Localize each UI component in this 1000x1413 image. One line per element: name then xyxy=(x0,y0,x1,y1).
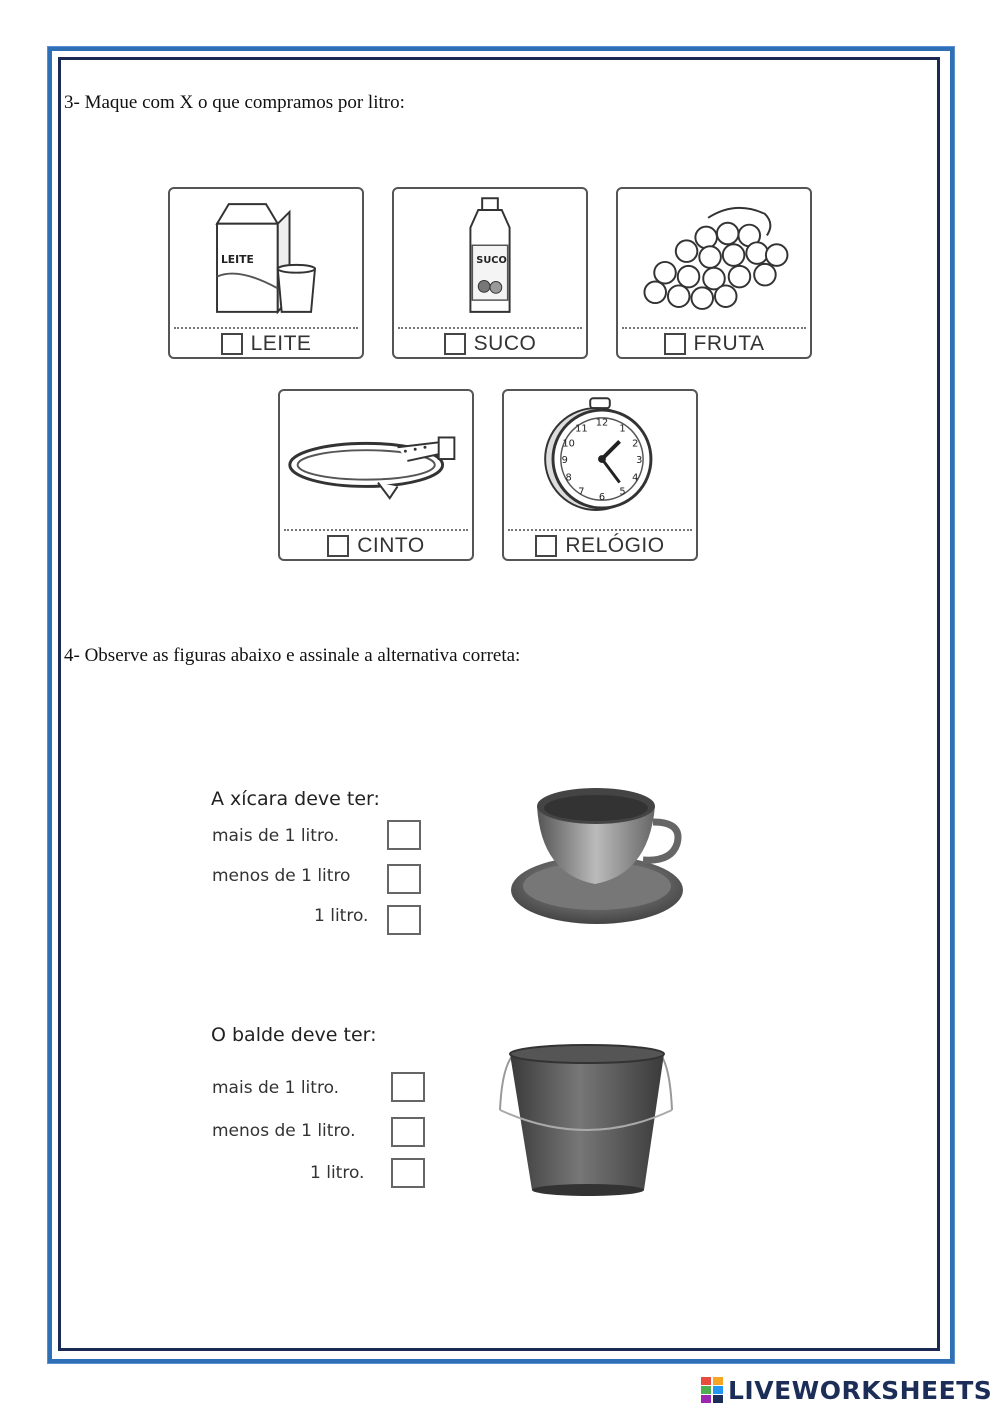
card-relogio xyxy=(502,389,698,561)
milk-carton-icon xyxy=(170,189,362,327)
question-3-text: 3- Maque com X o que compramos por litro: xyxy=(64,92,405,113)
juice-bottle-icon xyxy=(394,189,586,327)
card-divider xyxy=(508,529,692,531)
svg-text:5: 5 xyxy=(619,486,626,498)
cup-option-more-label: mais de 1 litro. xyxy=(212,826,340,846)
card-divider xyxy=(174,327,358,329)
svg-text:LEITE: LEITE xyxy=(220,252,254,266)
question-4-text: 4- Observe as figuras abaixo e assinale a alternativa correta: xyxy=(64,645,521,666)
bucket-option-one-label: 1 litro. xyxy=(310,1163,365,1183)
bucket-option-less-label: menos de 1 litro. xyxy=(212,1121,356,1141)
card-divider xyxy=(284,529,468,531)
svg-text:12: 12 xyxy=(595,417,609,429)
card-divider xyxy=(622,327,806,329)
card-label-fruta: FRUTA xyxy=(693,332,765,355)
brand-logo xyxy=(700,1374,992,1406)
grapes-icon xyxy=(618,189,810,327)
bucket-option-more-label: mais de 1 litro. xyxy=(212,1078,340,1098)
bucket-option-more-box[interactable] xyxy=(391,1072,425,1102)
checkbox-cinto[interactable] xyxy=(327,535,349,557)
card-label-cinto: CINTO xyxy=(357,534,425,557)
checkbox-fruta[interactable] xyxy=(664,333,686,355)
cup-option-less-box[interactable] xyxy=(387,864,421,894)
brand-text: LIVEWORKSHEETS xyxy=(728,1375,993,1405)
card-cinto xyxy=(278,389,474,561)
card-suco xyxy=(392,187,588,359)
bucket-option-one-box[interactable] xyxy=(391,1158,425,1188)
svg-text:10: 10 xyxy=(562,438,575,450)
bucket-panel-title: O balde deve ter: xyxy=(211,1024,377,1046)
cup-panel-title: A xícara deve ter: xyxy=(211,788,380,810)
svg-text:4: 4 xyxy=(632,472,639,484)
svg-text:2: 2 xyxy=(632,438,639,450)
card-label-leite: LEITE xyxy=(250,332,312,355)
card-fruta xyxy=(616,187,812,359)
clock-icon xyxy=(504,391,696,529)
bucket-icon xyxy=(492,1040,682,1200)
checkbox-leite[interactable] xyxy=(221,333,243,355)
cup-option-less-label: menos de 1 litro xyxy=(212,866,351,886)
teacup-icon xyxy=(505,778,695,938)
cup-option-more-box[interactable] xyxy=(387,820,421,850)
svg-text:1: 1 xyxy=(619,423,626,435)
bucket-option-less-box[interactable] xyxy=(391,1117,425,1147)
card-label-suco: SUCO xyxy=(473,332,537,355)
belt-icon xyxy=(280,391,472,529)
cup-option-one-box[interactable] xyxy=(387,905,421,935)
svg-text:6: 6 xyxy=(598,492,606,504)
svg-text:3: 3 xyxy=(636,454,643,466)
svg-text:SUCO: SUCO xyxy=(476,254,507,266)
card-divider xyxy=(398,327,582,329)
card-label-relogio: RELÓGIO xyxy=(565,534,665,557)
checkbox-suco[interactable] xyxy=(444,333,466,355)
svg-text:8: 8 xyxy=(565,472,572,484)
svg-text:9: 9 xyxy=(561,454,568,466)
card-leite xyxy=(168,187,364,359)
checkbox-relogio[interactable] xyxy=(535,535,557,557)
cup-option-one-label: 1 litro. xyxy=(314,906,369,926)
svg-text:11: 11 xyxy=(575,423,588,435)
liveworksheets-logo-icon xyxy=(700,1376,724,1404)
svg-text:7: 7 xyxy=(578,486,585,498)
